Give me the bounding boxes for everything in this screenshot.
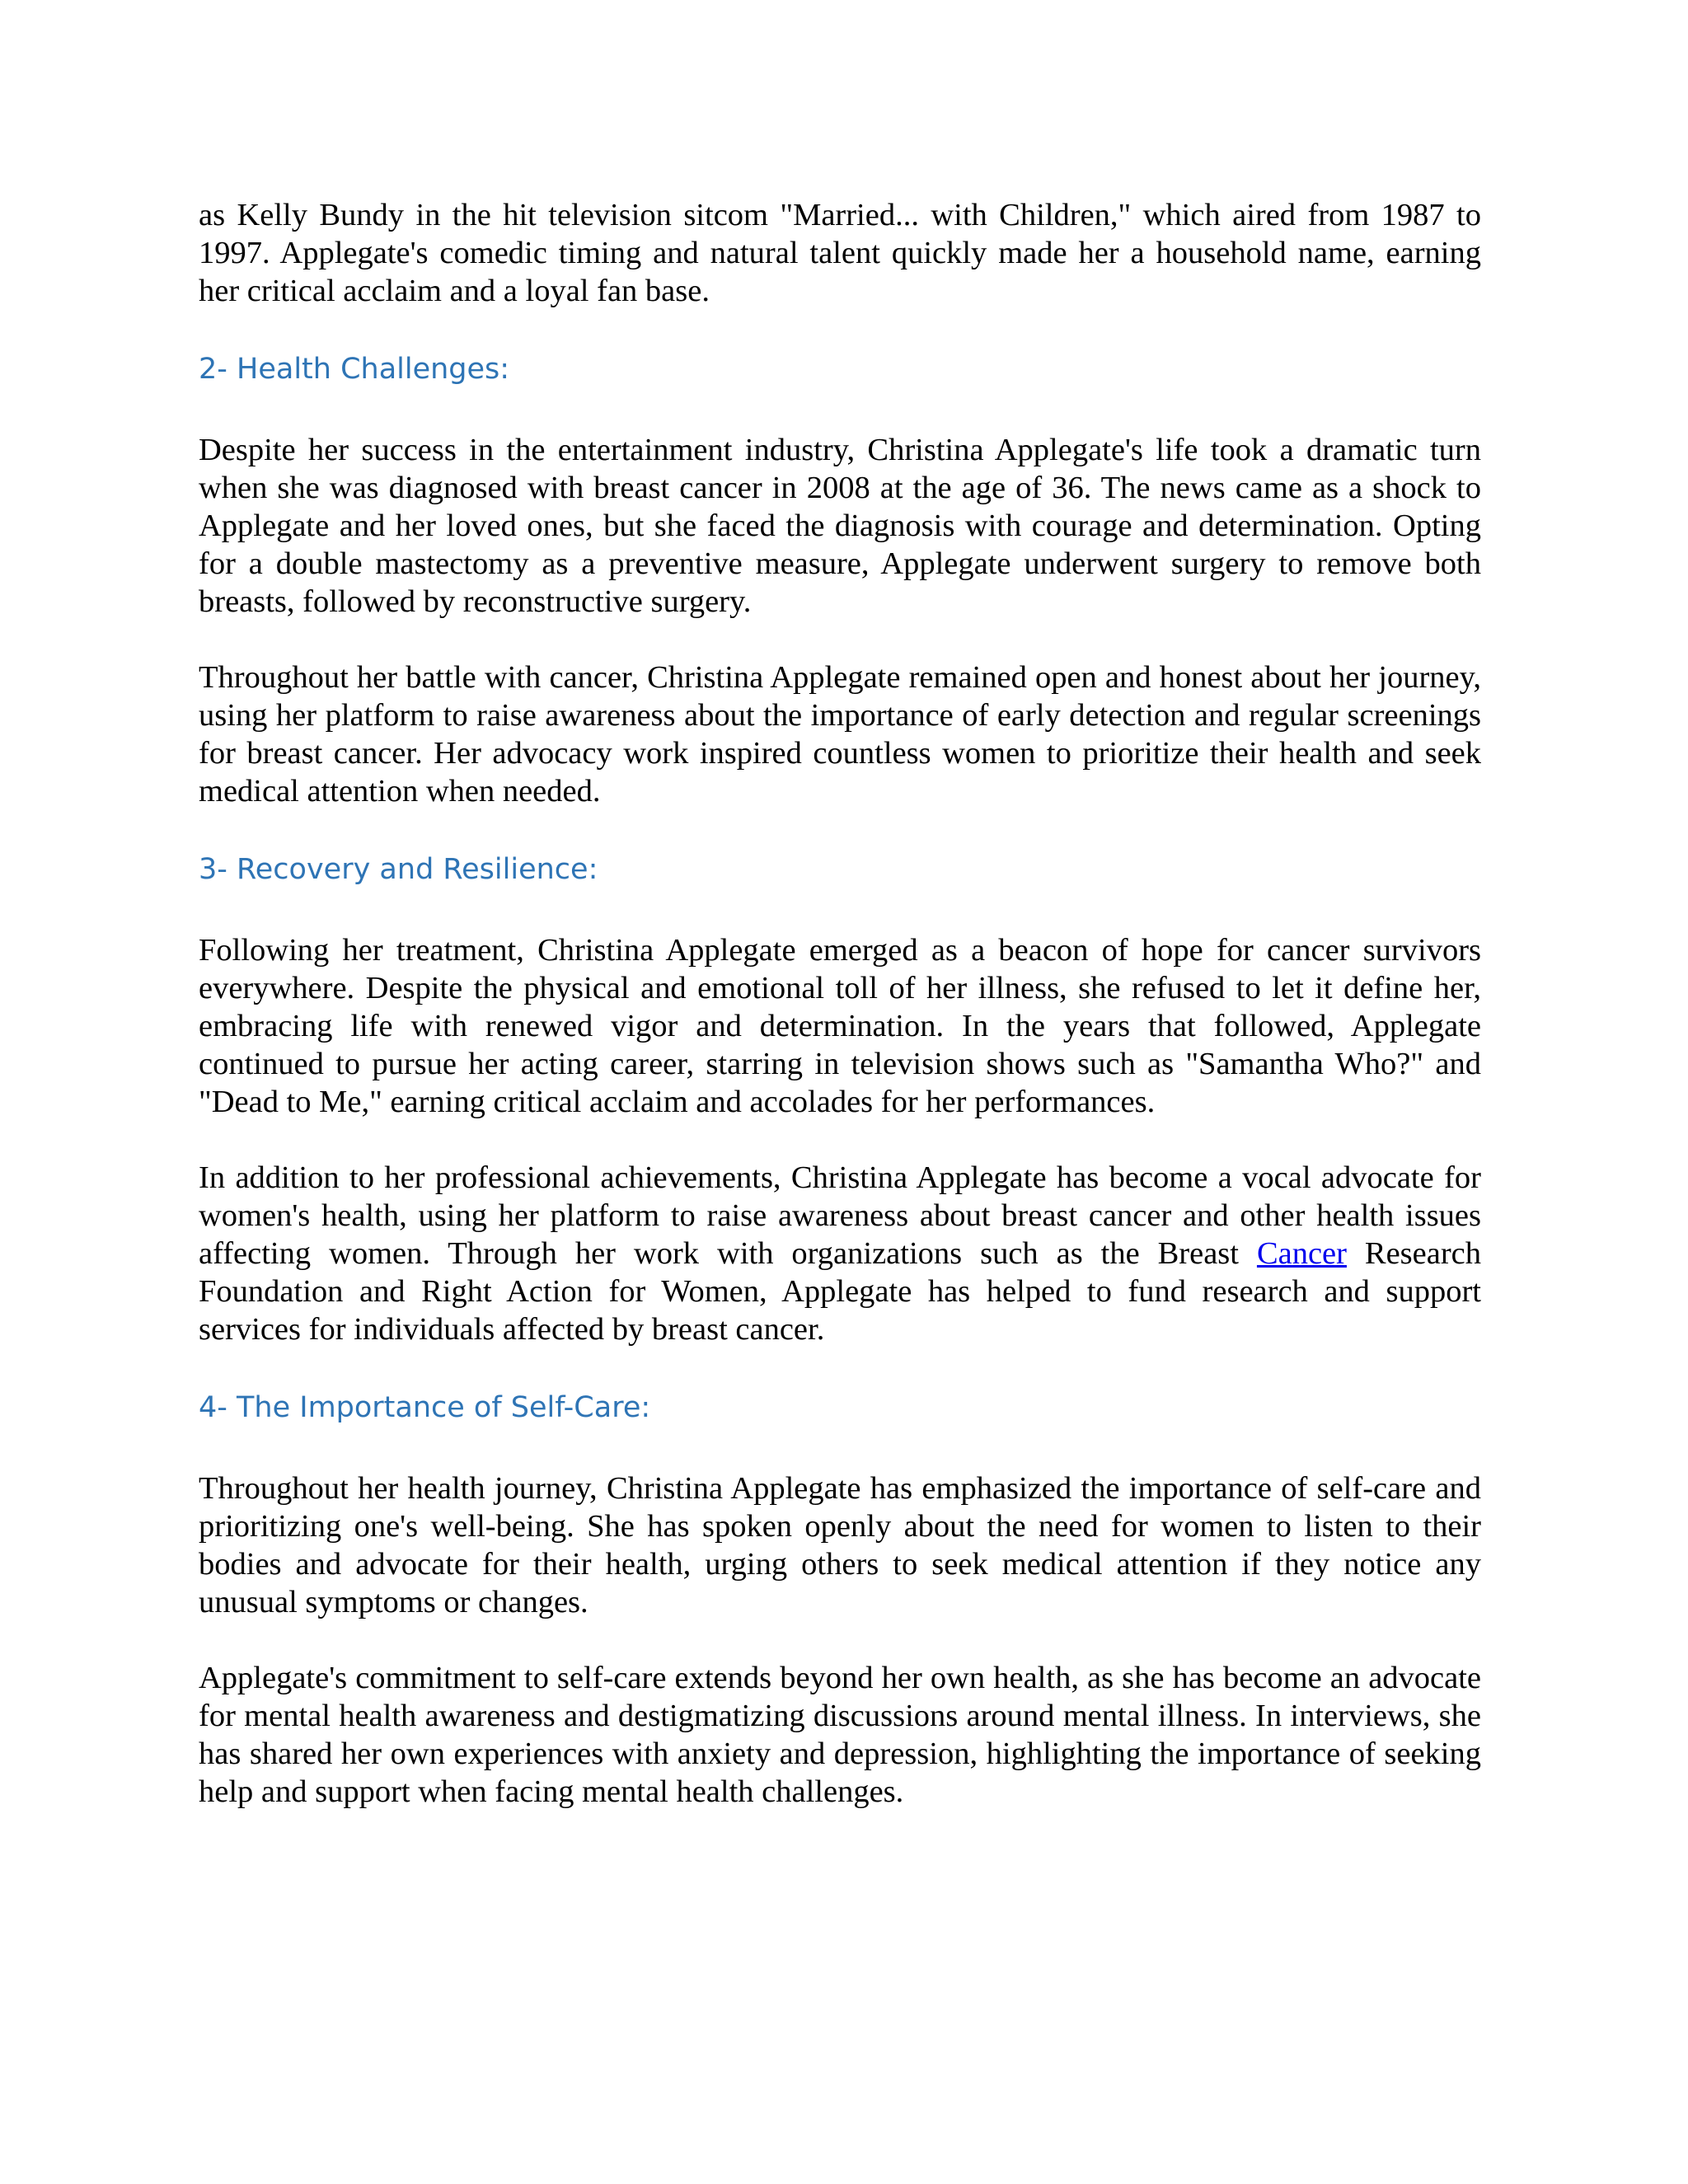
section-heading-recovery: 3- Recovery and Resilience: (199, 853, 598, 886)
paragraph-self-care: Throughout her health journey, Christina Applegate has emphasized the importance of self-care and prioritizing one's well-being. She has spoken openly about the need for women to listen to their bodies and advocate for their health, urging others to seek medical attention if they notice any unusual symptoms or changes. (199, 1471, 1481, 1619)
paragraph-awareness: Throughout her battle with cancer, Christina Applegate remained open and honest about her journey, using her platform to raise awareness about the importance of early detection and regular screenings for breast cancer. Her advocacy work inspired countless women to prioritize their health and seek medical attention when needed. (199, 660, 1481, 808)
paragraph-mental-health: Applegate's commitment to self-care extends beyond her own health, as she has become an advocate for mental health awareness and destigmatizing discussions around mental illness. In interviews, she has shared her own experiences with anxiety and depression, highlighting the importance of seeking help and support when facing mental health challenges. (199, 1661, 1481, 1809)
document-body (199, 196, 1481, 1811)
advocacy-text-after-link: Research Foundation and Right Action for Women, Applegate has helped to fund research and support services for individuals affected by breast cancer. (199, 1236, 1481, 1347)
paragraph-beacon-of-hope: Following her treatment, Christina Applegate emerged as a beacon of hope for cancer survivors everywhere. Despite the physical and emotional toll of her illness, she refused to let it define her, embracing life with renewed vigor and determination. In the years that followed, Applegate continued to pursue her acting career, starring in television shows such as "Samantha Who?" and "Dead to Me," earning critical acclaim and accolades for her performances. (199, 933, 1481, 1119)
paragraph-diagnosis: Despite her success in the entertainment industry, Christina Applegate's life took a dramatic turn when she was diagnosed with breast cancer in 2008 at the age of 36. The news came as a shock to Applegate and her loved ones, but she faced the diagnosis with courage and determination. Opting for a double mastectomy as a preventive measure, Applegate underwent surgery to remove both breasts, followed by reconstructive surgery. (199, 433, 1481, 619)
cancer-link[interactable]: Cancer (1256, 1236, 1347, 1271)
paragraph-advocacy (199, 1159, 1481, 1348)
advocacy-text-before-link: In addition to her professional achievements, Christina Applegate has become a vocal advocate for women's health, using her platform to raise awareness about breast cancer and other health issues affecting women. Through her work with organizations such as the Breast (199, 1160, 1481, 1271)
section-heading-self-care: 4- The Importance of Self-Care: (199, 1391, 651, 1424)
section-heading-health-challenges: 2- Health Challenges: (199, 353, 510, 386)
intro-paragraph: as Kelly Bundy in the hit television sitcom "Married... with Children," which aired from 1987 to 1997. Applegate's comedic timing and natural talent quickly made her a household name, earning her critical acclaim and a loyal fan base. (199, 198, 1481, 308)
